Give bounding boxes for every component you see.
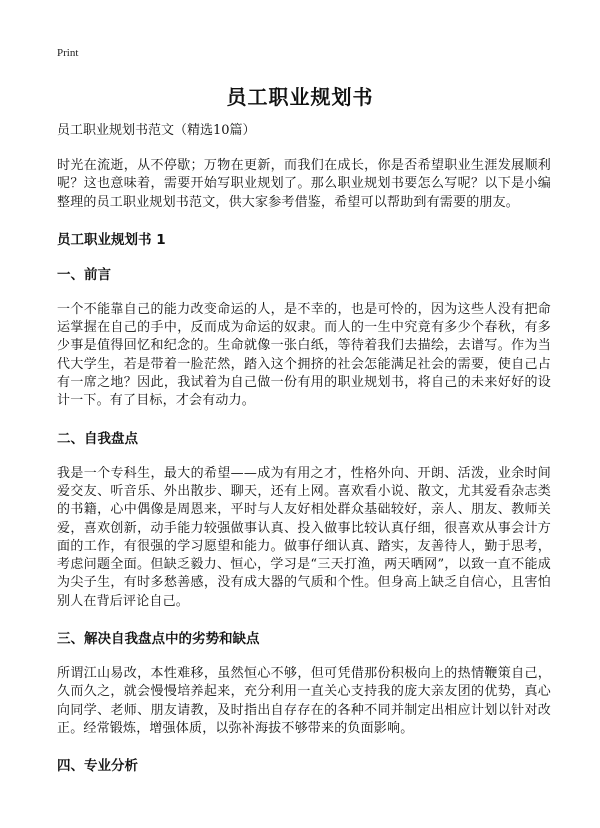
- document-title: 员工职业规划书: [226, 85, 374, 109]
- paragraph-preface: 一个不能靠自己的能力改变命运的人，是不幸的，也是可怜的，因为这些人没有把命运掌握在自己的手中，反而成为命运的奴隶。而人的一生中究竟有多少个春秋，有多少事是值得回忆和纪念的。生命就像一张白纸，等待着我们去描绘，去谱写。作为当代大学生，若是带着一脸茫然，踏入这个拥挤的社会怎能满足社会的需要，使自己占有一席之地？因此，我试着为自己做一份有用的职业规划书，将自己的未来好好的设计一下。有了目标，才会有动力。: [57, 301, 551, 409]
- document-body: [57, 122, 551, 792]
- document-subtitle: 员工职业规划书范文（精选10篇）: [57, 123, 256, 138]
- heading-preface: 一、前言: [57, 266, 111, 283]
- intro-paragraph: 时光在流逝，从不停歇；万物在更新，而我们在成长，你是否希望职业生涯发展顺利呢？这也意味着，需要开始写职业规划了。那么职业规划书要怎么写呢？以下是小编整理的员工职业规划书范文，供大家参考借鉴，希望可以帮助到有需要的朋友。: [57, 158, 551, 210]
- paragraph-self-assessment: 我是一个专科生，最大的希望——成为有用之才，性格外向、开朗、活泼，业余时间爱交友、听音乐、外出散步、聊天，还有上网。喜欢看小说、散文，尤其爱看杂志类的书籍，心中偶像是周恩来，平时与人友好相处群众基础较好，亲人、朋友、教师关爱，喜欢创新，动手能力较强做事认真、投入做事比较认真仔细，很喜欢从事会计方面的工作，有很强的学习愿望和能力。做事仔细认真、踏实，友善待人，勤于思考，考虑问题全面。但缺乏毅力、恒心，学习是“三天打渔，两天晒网”，以致一直不能成为尖子生，有时多愁善感，没有成大器的气质和个性。但身高上缺乏自信心，且害怕别人在背后评论自己。: [57, 465, 551, 609]
- heading-major-analysis: 四、专业分析: [57, 758, 138, 775]
- print-label[interactable]: Print: [57, 47, 79, 59]
- heading-self-assessment: 二、自我盘点: [57, 430, 138, 447]
- heading-weaknesses: 三、解决自我盘点中的劣势和缺点: [57, 631, 260, 648]
- section-title: 员工职业规划书 1: [57, 231, 166, 248]
- paragraph-weaknesses: 所谓江山易改，本性难移，虽然恒心不够，但可凭借那份积极向上的热情鞭策自己，久而久之，就会慢慢培养起来，充分利用一直关心支持我的庞大亲友团的优势，真心向同学、老师、朋友请教，及时指出自存存在的各种不同并制定出相应计划以针对改正。经常锻炼，增强体质，以弥补海拔不够带来的负面影响。: [57, 666, 551, 736]
